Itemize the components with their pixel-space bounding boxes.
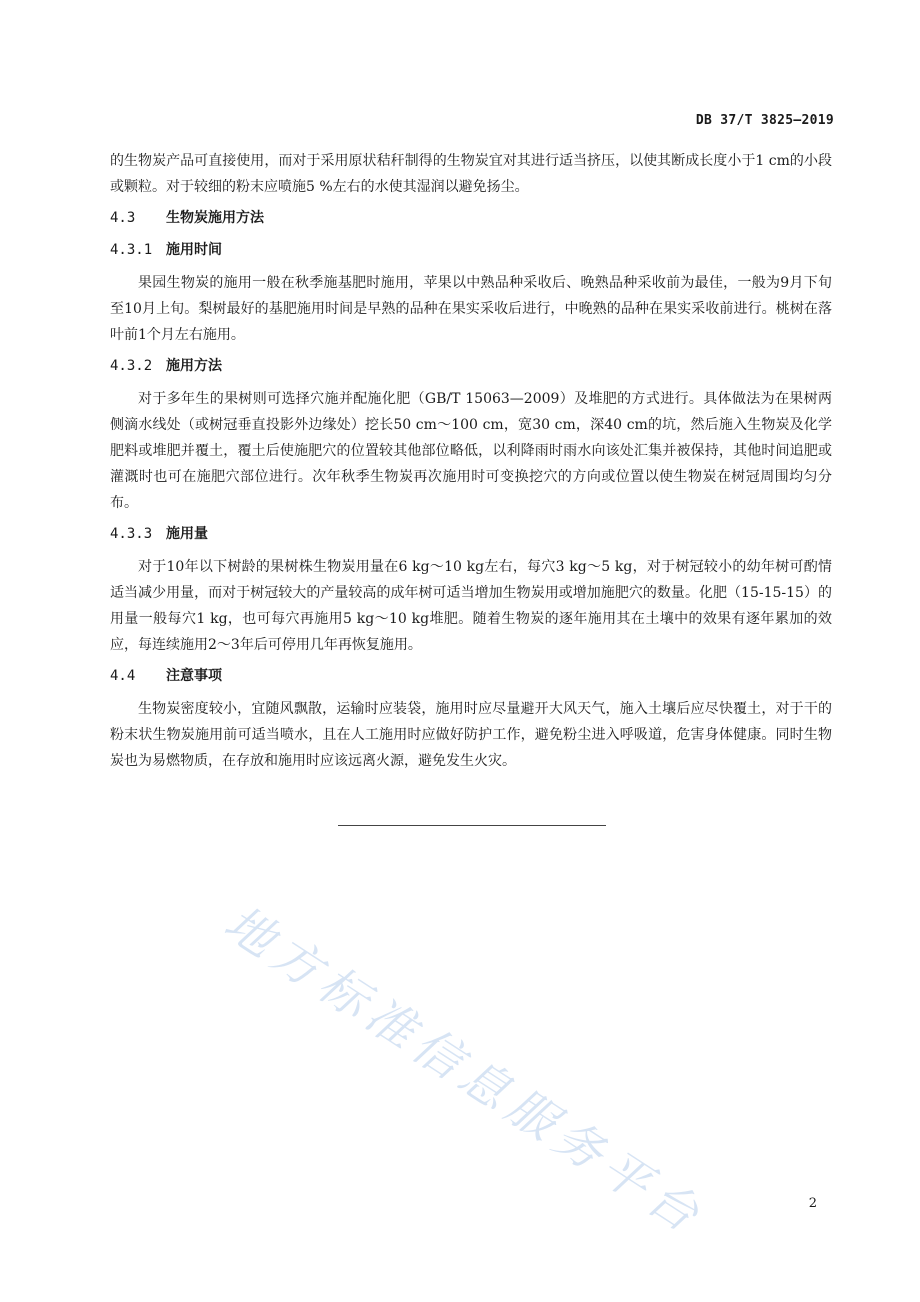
section-number: 4.3 [110,210,136,226]
section-4-4-paragraph: 生物炭密度较小，宜随风飘散，运输时应装袋，施用时应尽量避开大风天气，施入土壤后应尽快覆土，对于干的粉末状生物炭施用前可适当喷水，且在人工施用时应做好防护工作，避免粉尘进入呼吸道，危害身体健康。同时生物炭也为易燃物质，在存放和施用时应该远离火源，避免发生火灾。 [110,701,832,769]
section-4-4-heading [110,664,832,688]
document-body [110,148,832,780]
section-title: 施用方法 [166,358,222,374]
section-4-3-1-paragraph: 果园生物炭的施用一般在秋季施基肥时施用，苹果以中熟品种采收后、晚熟品种采收前为最佳，一般为9月下旬至10月上旬。梨树最好的基肥施用时间是早熟的品种在果实采收后进行，中晚熟的品种在果实采收前进行。桃树在落叶前1个月左右施用。 [110,275,832,343]
intro-paragraph: 的生物炭产品可直接使用，而对于采用原状秸秆制得的生物炭宜对其进行适当挤压，以使其断成长度小于1 cm的小段或颗粒。对于较细的粉末应喷施5 %左右的水使其湿润以避免扬尘。 [110,153,832,195]
section-4-3-3-heading [110,522,832,546]
page-number: 2 [808,1196,817,1211]
section-title: 施用时间 [166,242,222,258]
section-4-3-1-heading [110,238,832,262]
section-number: 4.3.3 [110,526,153,542]
section-4-3-3-paragraph: 对于10年以下树龄的果树株生物炭用量在6 kg～10 kg左右，每穴3 kg～5 kg，对于树冠较小的幼年树可酌情适当减少用量，而对于树冠较大的产量较高的成年树可适当增加生物炭用或增加施肥穴的数量。化肥（15-15-15）的用量一般每穴1 kg，也可每穴再施用5 kg～10 kg堆肥。随着生物炭的逐年施用其在土壤中的效果有逐年累加的效应，每连续施用2～3年后可停用几年再恢复施用。 [110,559,832,653]
end-of-document-rule [338,825,606,826]
section-number: 4.4 [110,668,136,684]
section-4-3-2-heading [110,354,832,378]
watermark: 地方标准信息服务平台 [214,894,715,1247]
section-title: 施用量 [166,526,208,542]
section-number: 4.3.2 [110,358,153,374]
standard-code: DB 37/T 3825—2019 [695,113,834,128]
section-number: 4.3.1 [110,242,153,258]
section-4-3-heading [110,206,832,230]
section-4-3-2-paragraph: 对于多年生的果树则可选择穴施并配施化肥（GB/T 15063—2009）及堆肥的方式进行。具体做法为在果树两侧滴水线处（或树冠垂直投影外边缘处）挖长50 cm～100 cm，宽30 cm，深40 cm的坑，然后施入生物炭及化学肥料或堆肥并覆土，覆土后使施肥穴的位置较其他部位略低，以利降雨时雨水向该处汇集并被保持，其他时间追肥或灌溉时也可在施肥穴部位进行。次年秋季生物炭再次施用时可变换挖穴的方向或位置以使生物炭在树冠周围均匀分布。 [110,391,832,511]
section-title: 注意事项 [166,668,222,684]
section-title: 生物炭施用方法 [166,210,264,226]
